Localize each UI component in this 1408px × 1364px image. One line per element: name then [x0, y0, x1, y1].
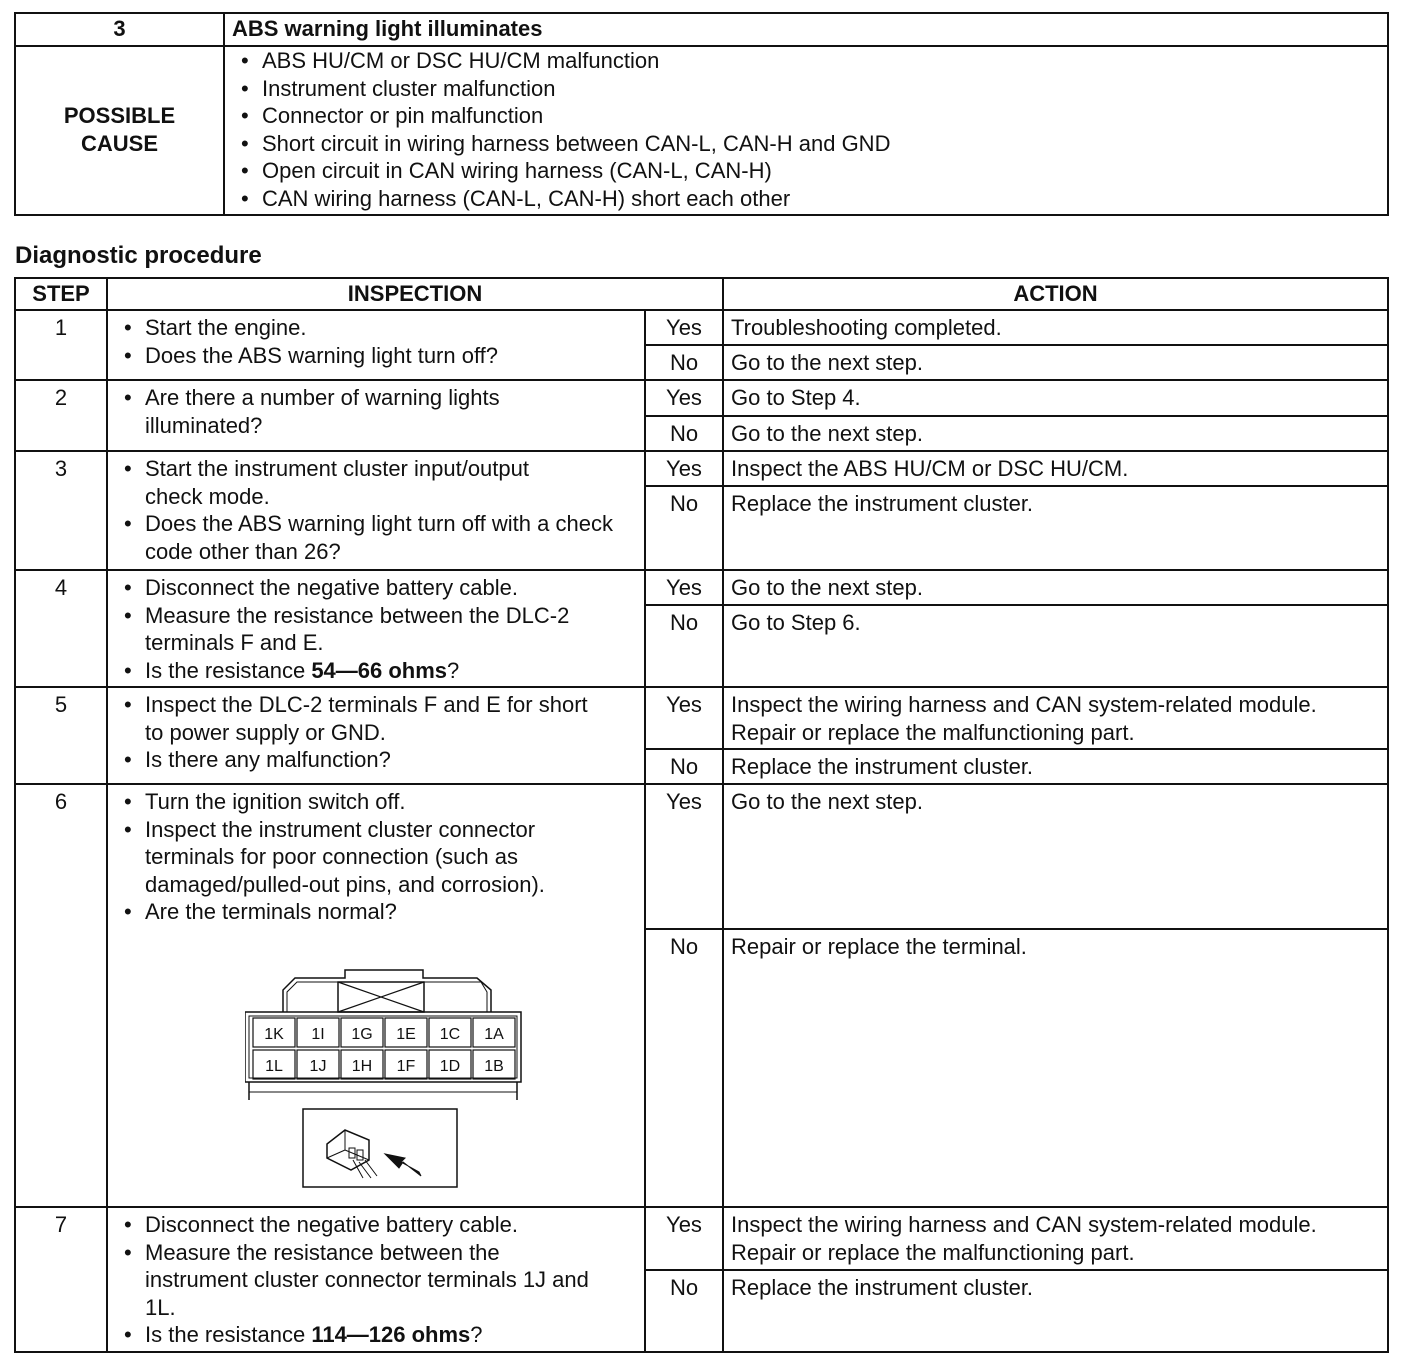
cause-item: • Open circuit in CAN wiring harness (CAN-L, CAN-H) — [232, 157, 1380, 185]
yes-action-line: Inspect the wiring harness and CAN system-related module. — [731, 692, 1317, 717]
possible-cause-label-line1: POSSIBLE — [63, 102, 176, 128]
inspection-text: ? — [447, 657, 460, 683]
yes-action-line: Repair or replace the malfunctioning part. — [731, 1239, 1135, 1265]
column-header-row — [15, 278, 1388, 310]
yes-action: Go to Step 4. — [723, 380, 1388, 416]
inspection-text: Is the resistance — [145, 1322, 312, 1347]
connector-view-icon — [327, 1130, 377, 1178]
resistance-spec: 114—126 ohms — [311, 1322, 471, 1347]
no-label: No — [645, 749, 723, 784]
view-direction-arrow-icon — [385, 1154, 421, 1176]
no-action: Replace the instrument cluster. — [723, 749, 1388, 784]
inspection-text: Is the resistance — [145, 657, 312, 683]
possible-cause-list — [224, 46, 1388, 215]
yes-action: Go to the next step. — [723, 570, 1388, 605]
no-label: No — [645, 929, 723, 1207]
column-header-step: STEP — [15, 278, 107, 310]
section-title: Diagnostic procedure — [15, 242, 262, 269]
yes-action: Inspect the ABS HU/CM or DSC HU/CM. — [723, 451, 1388, 486]
header-row — [15, 13, 1388, 46]
no-action: Go to the next step. — [723, 416, 1388, 451]
table-row — [15, 784, 1388, 929]
step-number: 3 — [15, 451, 107, 570]
pin-label: 1E — [396, 1025, 416, 1043]
pin-label: 1K — [264, 1025, 284, 1043]
cause-item: • ABS HU/CM or DSC HU/CM malfunction — [232, 47, 1380, 75]
inspection-item: • Measure the resistance between the instrument cluster connector terminals 1J and 1L. — [115, 1239, 637, 1322]
symptom-number: 3 — [15, 13, 224, 46]
inspection-cell — [107, 451, 645, 570]
inspection-item: • Start the instrument cluster input/output check mode. — [115, 455, 637, 510]
step-number: 6 — [15, 784, 107, 1207]
yes-label: Yes — [645, 687, 723, 749]
yes-label: Yes — [645, 451, 723, 486]
inspection-cell — [107, 570, 645, 687]
no-label: No — [645, 486, 723, 570]
inspection-item: • Does the ABS warning light turn off? — [115, 342, 637, 370]
column-header-action: ACTION — [723, 278, 1388, 310]
pin-label: 1H — [351, 1057, 373, 1075]
yes-action: Go to the next step. — [723, 784, 1388, 929]
pin-label: 1D — [439, 1057, 461, 1075]
step-number: 1 — [15, 310, 107, 380]
inspection-item: • Inspect the DLC-2 terminals F and E for short to power supply or GND. — [115, 691, 637, 746]
pin-label: 1I — [311, 1025, 325, 1043]
inspection-cell — [107, 687, 645, 784]
view-direction-inset — [303, 1109, 457, 1187]
cause-item: • Instrument cluster malfunction — [232, 75, 1380, 103]
inspection-item: • Inspect the instrument cluster connector terminals for poor connection (such as damaged/pulled-out pins, and corrosion). — [115, 816, 637, 899]
possible-cause-label-line2: CAUSE — [80, 130, 158, 156]
yes-action — [723, 687, 1388, 749]
cause-item: • Connector or pin malfunction — [232, 102, 1380, 130]
step-number: 7 — [15, 1207, 107, 1352]
no-action: Replace the instrument cluster. — [723, 486, 1388, 570]
resistance-spec: 54—66 ohms — [311, 657, 448, 683]
possible-cause-table — [14, 12, 1389, 216]
table-row — [15, 451, 1388, 486]
no-label: No — [645, 345, 723, 380]
connector-diagram-svg — [245, 964, 525, 1194]
step-number: 4 — [15, 570, 107, 687]
inspection-item: • Are there a number of warning lights illuminated? — [115, 384, 637, 439]
no-action: Repair or replace the terminal. — [723, 929, 1388, 1207]
table-row — [15, 687, 1388, 749]
no-label: No — [645, 605, 723, 687]
no-action: Go to the next step. — [723, 345, 1388, 380]
inspection-cell — [107, 1207, 645, 1352]
pin-label: 1F — [396, 1057, 416, 1075]
pin-label: 1L — [265, 1057, 283, 1075]
symptom-title: ABS warning light illuminates — [224, 13, 1388, 46]
inspection-item: • Does the ABS warning light turn off with a check code other than 26? — [115, 510, 637, 565]
no-label: No — [645, 1270, 723, 1352]
yes-label: Yes — [645, 310, 723, 345]
connector-hood — [283, 970, 491, 1012]
inspection-item: • Start the engine. — [115, 314, 637, 342]
yes-label: Yes — [645, 380, 723, 416]
inspection-item: • Disconnect the negative battery cable. — [115, 1211, 637, 1239]
inspection-cell — [107, 310, 645, 380]
yes-label: Yes — [645, 1207, 723, 1270]
inspection-cell — [107, 380, 645, 451]
step-number: 5 — [15, 687, 107, 784]
inspection-item: • Is there any malfunction? — [115, 746, 637, 774]
inspection-item: • Disconnect the negative battery cable. — [115, 574, 637, 602]
connector-hood-inner — [287, 982, 487, 1012]
inspection-item: • Turn the ignition switch off. — [115, 788, 637, 816]
cause-item: • Short circuit in wiring harness between CAN-L, CAN-H and GND — [232, 130, 1380, 158]
yes-action: Troubleshooting completed. — [723, 310, 1388, 345]
pin-label: 1J — [309, 1057, 327, 1075]
diagnostic-procedure-table — [14, 277, 1389, 1353]
cause-item: • CAN wiring harness (CAN-L, CAN-H) short each other — [232, 185, 1380, 213]
table-row — [15, 380, 1388, 416]
pin-label: 1C — [439, 1025, 461, 1043]
yes-label: Yes — [645, 570, 723, 605]
yes-action-line: Inspect the wiring harness and CAN system-related module. — [731, 1212, 1317, 1237]
yes-label: Yes — [645, 784, 723, 929]
connector-diagram — [245, 964, 525, 1201]
no-label: No — [645, 416, 723, 451]
inspection-item: • Are the terminals normal? — [115, 898, 637, 926]
no-action: Replace the instrument cluster. — [723, 1270, 1388, 1352]
inspection-text: ? — [470, 1322, 483, 1347]
table-row — [15, 1207, 1388, 1270]
pin-label: 1A — [484, 1025, 504, 1043]
yes-action — [723, 1207, 1388, 1270]
inspection-item: • Measure the resistance between the DLC-2 terminals F and E. — [115, 602, 637, 657]
possible-cause-label — [15, 46, 224, 215]
inspection-item — [115, 1321, 637, 1349]
column-header-inspection: INSPECTION — [107, 278, 723, 310]
pin-grid — [253, 1018, 515, 1079]
possible-cause-row — [15, 46, 1388, 215]
table-row — [15, 310, 1388, 345]
pin-label: 1B — [484, 1057, 504, 1075]
step-number: 2 — [15, 380, 107, 451]
table-row — [15, 570, 1388, 605]
inspection-item — [115, 657, 637, 685]
yes-action-line: Repair or replace the malfunctioning part. — [731, 719, 1135, 745]
pin-label: 1G — [351, 1025, 373, 1043]
no-action: Go to Step 6. — [723, 605, 1388, 687]
inspection-cell — [107, 784, 645, 1207]
